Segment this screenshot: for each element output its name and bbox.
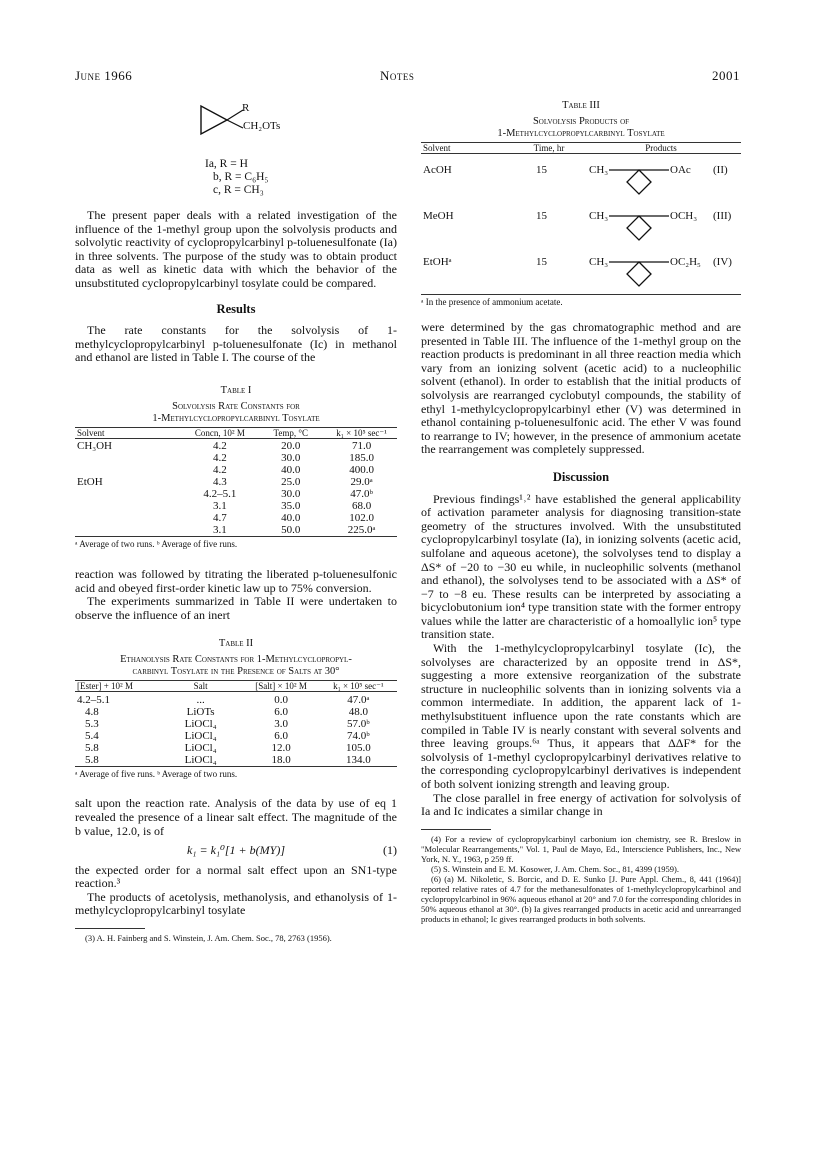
table-cell: 74.0ᵇ bbox=[347, 729, 370, 742]
table-cell: 5.4 bbox=[85, 729, 99, 742]
discussion-paragraph-3: The close parallel in free energy of activation for solvolysis of Ia and Ic indicates a similar change in bbox=[421, 790, 741, 819]
structure-labels bbox=[205, 158, 397, 197]
footnote-divider bbox=[421, 829, 491, 830]
table-3-title-line2: 1-Methylcyclopropylcarbinyl Tosylate bbox=[497, 128, 665, 139]
table-cell: 0.0 bbox=[274, 693, 288, 706]
footnote-5: (5) S. Winstein and E. M. Kosower, J. Am. Chem. Soc., 81, 4399 (1959). bbox=[431, 863, 680, 874]
table-cell: 47.0ᵃ bbox=[347, 693, 370, 706]
expected-paragraph: the expected order for a normal salt effect upon an SN1-type reaction.³ bbox=[75, 862, 397, 891]
table-cell: 40.0 bbox=[281, 512, 301, 525]
table-cell: EtOH bbox=[77, 476, 103, 489]
table-cell: LiOCl₄ bbox=[184, 741, 217, 754]
table-2-header: k₁ × 10⁵ sec⁻¹ bbox=[333, 681, 384, 692]
table-cell: 15 bbox=[536, 209, 547, 222]
product-methyl: CH₃ bbox=[589, 255, 609, 268]
table-cell: LiOCl₄ bbox=[184, 753, 217, 766]
table-2-title-line2: carbinyl Tosylate in the Presence of Salts at 30° bbox=[132, 666, 340, 678]
table-row bbox=[75, 488, 397, 500]
table-2-footnote: ᵃ Average of five runs. ᵇ Average of two runs. bbox=[75, 768, 238, 779]
determined-paragraph: were determined by the gas chromatographic method and are presented in Table III. The influence of the 1-methyl group on the reaction products is predominant in all three reaction media which vary from an ionizing solvent (acetic acid) to a nucleophilic solvent (ethanol). In order to establish that the initial products of solvolysis are rearranged cyclobutyl compounds, the stability of ethyl 1-methylcyclopropylcarbinyl ether (V) was determined in ethanol containing p-toluenesulfonic acid. The ether V was found to rearrange to IV; however, in the presence of ammonium acetate the rearrangement was completely suppressed. bbox=[421, 320, 741, 457]
table-cell: 47.0ᵇ bbox=[350, 488, 373, 501]
reaction-paragraph: reaction was followed by titrating the liberated p-toluenesulfonic acid and obeyed first-order kinetic law up to 75% conversion. bbox=[75, 566, 397, 595]
footnote-6: (6) (a) M. Nikoletic, S. Borcic, and D. E. Sunko [J. Pure Appl. Chem., 8, 441 (1964)] reported relative rates of 4.7 for the methanesulfonates of 1-methylcyclopropylcarbinol and cyclopropylcarbinol in 96% aqueous ethanol at 20° and 7.0 for the corresponding chlorides in 50% aqueous ethanol at 30°. (b) Ia gives rearranged products in acetic acid and unrearranged products in ethanol; Ic gives rearranged products in both solvents. bbox=[421, 873, 741, 924]
table-cell: LiOCl₄ bbox=[184, 729, 217, 742]
table-2 bbox=[75, 638, 397, 779]
table-1-label: Table I bbox=[220, 384, 252, 396]
table-cell: 40.0 bbox=[281, 464, 301, 477]
table-cell: 3.1 bbox=[213, 524, 227, 537]
table-cell: 15 bbox=[536, 163, 547, 176]
equation-1-text: k₁ = k₁⁰[1 + b(MY)] bbox=[186, 843, 285, 858]
product-group: OCH₃ bbox=[670, 209, 698, 222]
product-methyl: CH₃ bbox=[589, 209, 609, 222]
table-cell: 12.0 bbox=[271, 741, 291, 754]
table-1-header: Temp, °C bbox=[273, 427, 308, 438]
table-row bbox=[75, 706, 397, 718]
product-label: (III) bbox=[713, 209, 732, 222]
header-journal-date: June 1966 bbox=[75, 68, 133, 83]
table-3-header: Products bbox=[645, 143, 677, 153]
table-cell: 3.1 bbox=[213, 500, 227, 513]
experiments-paragraph: The experiments summarized in Table II were undertaken to observe the influence of an inert bbox=[75, 594, 397, 622]
table-3-header: Solvent bbox=[423, 143, 451, 153]
table-row bbox=[75, 754, 397, 767]
table-cell: CH₃OH bbox=[77, 440, 113, 453]
table-cell: AcOH bbox=[423, 163, 452, 176]
header-section: Notes bbox=[380, 68, 415, 83]
table-cell: 105.0 bbox=[345, 741, 371, 754]
right-column bbox=[421, 100, 741, 924]
structure-label-ic: c, R = CH₃ bbox=[213, 184, 264, 196]
table-row bbox=[421, 248, 741, 294]
cyclobutane-ring-icon bbox=[609, 252, 669, 292]
table-row bbox=[75, 512, 397, 524]
footnote-3: (3) A. H. Fainberg and S. Winstein, J. Am. Chem. Soc., 78, 2763 (1956). bbox=[85, 933, 332, 944]
table-3-header: Time, hr bbox=[533, 143, 565, 153]
table-row bbox=[75, 730, 397, 742]
table-cell: 4.2–5.1 bbox=[203, 488, 237, 501]
cyclobutane-ring-icon bbox=[609, 160, 669, 200]
table-3 bbox=[421, 100, 741, 307]
table-cell bbox=[75, 500, 184, 512]
table-row bbox=[75, 718, 397, 730]
structure-label-ib: b, R = C₆H₅ bbox=[213, 171, 269, 183]
table-3-title-line1: Solvolysis Products of bbox=[532, 116, 630, 127]
footnote-divider bbox=[75, 928, 145, 929]
equation-1-number: (1) bbox=[383, 843, 397, 858]
table-cell: 15 bbox=[536, 255, 547, 268]
table-cell: 134.0 bbox=[345, 753, 371, 766]
table-cell: LiOCl₄ bbox=[184, 717, 217, 730]
product-label: (IV) bbox=[713, 255, 732, 268]
product-group: OC₂H₅ bbox=[670, 255, 701, 268]
table-cell: 225.0ᵃ bbox=[347, 524, 376, 537]
header-page-number: 2001 bbox=[712, 68, 740, 83]
table-row bbox=[75, 464, 397, 476]
table-cell: MeOH bbox=[423, 209, 454, 222]
table-cell: 5.3 bbox=[85, 717, 99, 730]
table-cell: 6.0 bbox=[274, 705, 288, 718]
table-cell: 29.0ᵃ bbox=[350, 476, 373, 489]
table-cell: 3.0 bbox=[274, 717, 288, 730]
table-cell: 30.0 bbox=[281, 488, 301, 501]
table-row bbox=[75, 524, 397, 537]
table-cell: 185.0 bbox=[349, 452, 374, 465]
table-cell: 35.0 bbox=[281, 500, 301, 513]
table-1 bbox=[75, 385, 397, 550]
table-2-header: Salt bbox=[193, 681, 208, 692]
table-cell: ... bbox=[196, 693, 205, 706]
discussion-heading: Discussion bbox=[552, 469, 610, 484]
footnote-4: (4) For a review of cyclopropylcarbinyl carbonium ion chemistry, see R. Breslow in "Molecular Rearrangements," Vol. 1, Paul de Mayo, Ed., Interscience Publishers, Inc., New York, N. Y., 1963, p 259 ff. bbox=[421, 833, 741, 864]
table-1-header: k₁ × 10⁵ sec⁻¹ bbox=[336, 427, 387, 438]
table-2-title-line1: Ethanolysis Rate Constants for 1-Methylcyclopropyl- bbox=[120, 654, 352, 666]
table-1-title-line2: 1-Methylcyclopropylcarbinyl Tosylate bbox=[152, 412, 320, 424]
table-cell: 4.3 bbox=[213, 476, 227, 489]
table-cell: 4.2 bbox=[213, 464, 227, 477]
table-cell: 102.0 bbox=[349, 512, 374, 525]
table-row bbox=[75, 742, 397, 754]
table-3-footnote: ᵃ In the presence of ammonium acetate. bbox=[421, 296, 563, 307]
table-cell: 57.0ᵇ bbox=[347, 717, 370, 730]
table-cell: 5.8 bbox=[85, 753, 99, 766]
table-2-header: [Ester] + 10² M bbox=[77, 681, 134, 692]
substituent-r: R bbox=[242, 102, 250, 114]
table-cell bbox=[75, 488, 184, 500]
table-row bbox=[75, 500, 397, 512]
table-3-label: Table III bbox=[562, 100, 600, 111]
table-row bbox=[421, 202, 741, 248]
discussion-paragraph-1: Previous findings¹˒² have established the general applicability of activation parameter analysis for diagnosing transition-state geometry of the structures involved. With the unsubstituted cyclopropylcarbinyl tosylate (Ia), in ionizing solvents (acetic acid, sulfolane and aqueous acetone), the solvolyses tend to display a ΔS* of −20 to −30 eu while, in nucleophilic solvents (methanol and ethanol), the solvolyses tend to be associated with a ΔS* of −7 to −8 eu. These results can be interpreted by associating a bicyclobutonium ion⁴ type transition state with the former entropy values while the latter are characteristic of a homoallylic ion⁵ type transition state. bbox=[421, 491, 741, 642]
table-cell: 18.0 bbox=[271, 753, 291, 766]
table-cell: 20.0 bbox=[281, 440, 301, 453]
table-1-footnote: ᵃ Average of two runs. ᵇ Average of five runs. bbox=[75, 539, 238, 550]
table-cell: 4.2 bbox=[213, 440, 227, 453]
substituent-ch2ots: CH₂OTs bbox=[243, 120, 281, 132]
table-cell: 71.0 bbox=[351, 440, 372, 453]
table-cell: 4.8 bbox=[85, 705, 99, 718]
table-cell: 5.8 bbox=[85, 741, 99, 754]
intro-paragraph: The present paper deals with a related investigation of the influence of the 1-methyl group upon the solvolysis products and solvolytic reactivity of cyclopropylcarbinyl p-toluenesulfonate (Ia) in three solvents. The purpose of the study was to obtain product data as well as kinetic data with which the behavior of the unsubstituted cyclopropylcarbinyl tosylate could be compared. bbox=[75, 208, 397, 290]
table-cell: 4.7 bbox=[213, 512, 227, 525]
table-cell: 68.0 bbox=[351, 500, 372, 513]
table-row bbox=[75, 452, 397, 464]
product-methyl: CH₃ bbox=[589, 163, 609, 176]
table-cell bbox=[75, 524, 184, 537]
table-2-header: [Salt] × 10² M bbox=[255, 681, 307, 692]
discussion-paragraph-2: With the 1-methylcyclopropylcarbinyl tosylate (Ic), the solvolyses are characterized by an opposite trend in ΔS*, suggesting a more extensive reorganization of the substrate structure in nucleophilic solvents than in ionizing solvents via a common intermediate. In addition, the apparent lack of 1-methylsubstituent influence upon the rate constants which are compiled in Table IV is nearly constant with several solvents and three leaving groups.⁶ᵃ Thus, it appears that ΔΔF* for the solvolysis of 1-methyl cyclopropylcarbinyl derivatives relative to the corresponding cyclopropylcarbinyl derivatives is independent of both solvent ionizing strength and leaving group. bbox=[421, 641, 741, 791]
equation-1 bbox=[75, 844, 397, 858]
table-3-bottom-rule bbox=[421, 294, 741, 295]
product-group: OAc bbox=[670, 163, 691, 176]
structure-ia-ic bbox=[75, 100, 397, 162]
table-1-header: Concn, 10² M bbox=[194, 427, 245, 438]
table-cell: 4.2–5.1 bbox=[77, 693, 110, 706]
table-cell: 30.0 bbox=[281, 452, 301, 465]
table-row bbox=[75, 440, 397, 452]
structure-label-ia: Ia, R = H bbox=[205, 158, 248, 170]
table-cell: 25.0 bbox=[281, 476, 301, 489]
table-cell bbox=[75, 512, 184, 524]
table-cell: 48.0 bbox=[348, 705, 368, 718]
table-cell bbox=[75, 452, 184, 464]
table-cell: 50.0 bbox=[281, 524, 301, 537]
table-2-label: Table II bbox=[218, 638, 254, 650]
table-cell: 4.2 bbox=[213, 452, 227, 465]
results-paragraph: The rate constants for the solvolysis of 1-methylcyclopropylcarbinyl p-toluenesulfonate (Ic) in methanol and ethanol are listed in Table I. The course of the bbox=[75, 323, 397, 365]
table-cell: 400.0 bbox=[349, 464, 374, 477]
left-column bbox=[75, 100, 397, 943]
table-1-header: Solvent bbox=[77, 427, 105, 438]
table-1-title-line1: Solvolysis Rate Constants for bbox=[172, 400, 300, 412]
products-paragraph: The products of acetolysis, methanolysis, and ethanolysis of 1-methylcyclopropylcarbinyl tosylate bbox=[75, 889, 397, 918]
table-cell bbox=[75, 464, 184, 476]
table-cell: LiOTs bbox=[186, 705, 215, 718]
table-row bbox=[421, 156, 741, 202]
table-row bbox=[75, 476, 397, 488]
table-cell: EtOHᵃ bbox=[423, 255, 452, 268]
table-row bbox=[75, 694, 397, 706]
cyclobutane-ring-icon bbox=[609, 206, 669, 246]
salt-paragraph: salt upon the reaction rate. Analysis of the data by use of eq 1 revealed the presence of a linear salt effect. The magnitude of the b value, 12.0, is of bbox=[75, 796, 397, 838]
table-cell: 6.0 bbox=[274, 729, 288, 742]
product-label: (II) bbox=[713, 163, 728, 176]
results-heading: Results bbox=[216, 301, 256, 316]
